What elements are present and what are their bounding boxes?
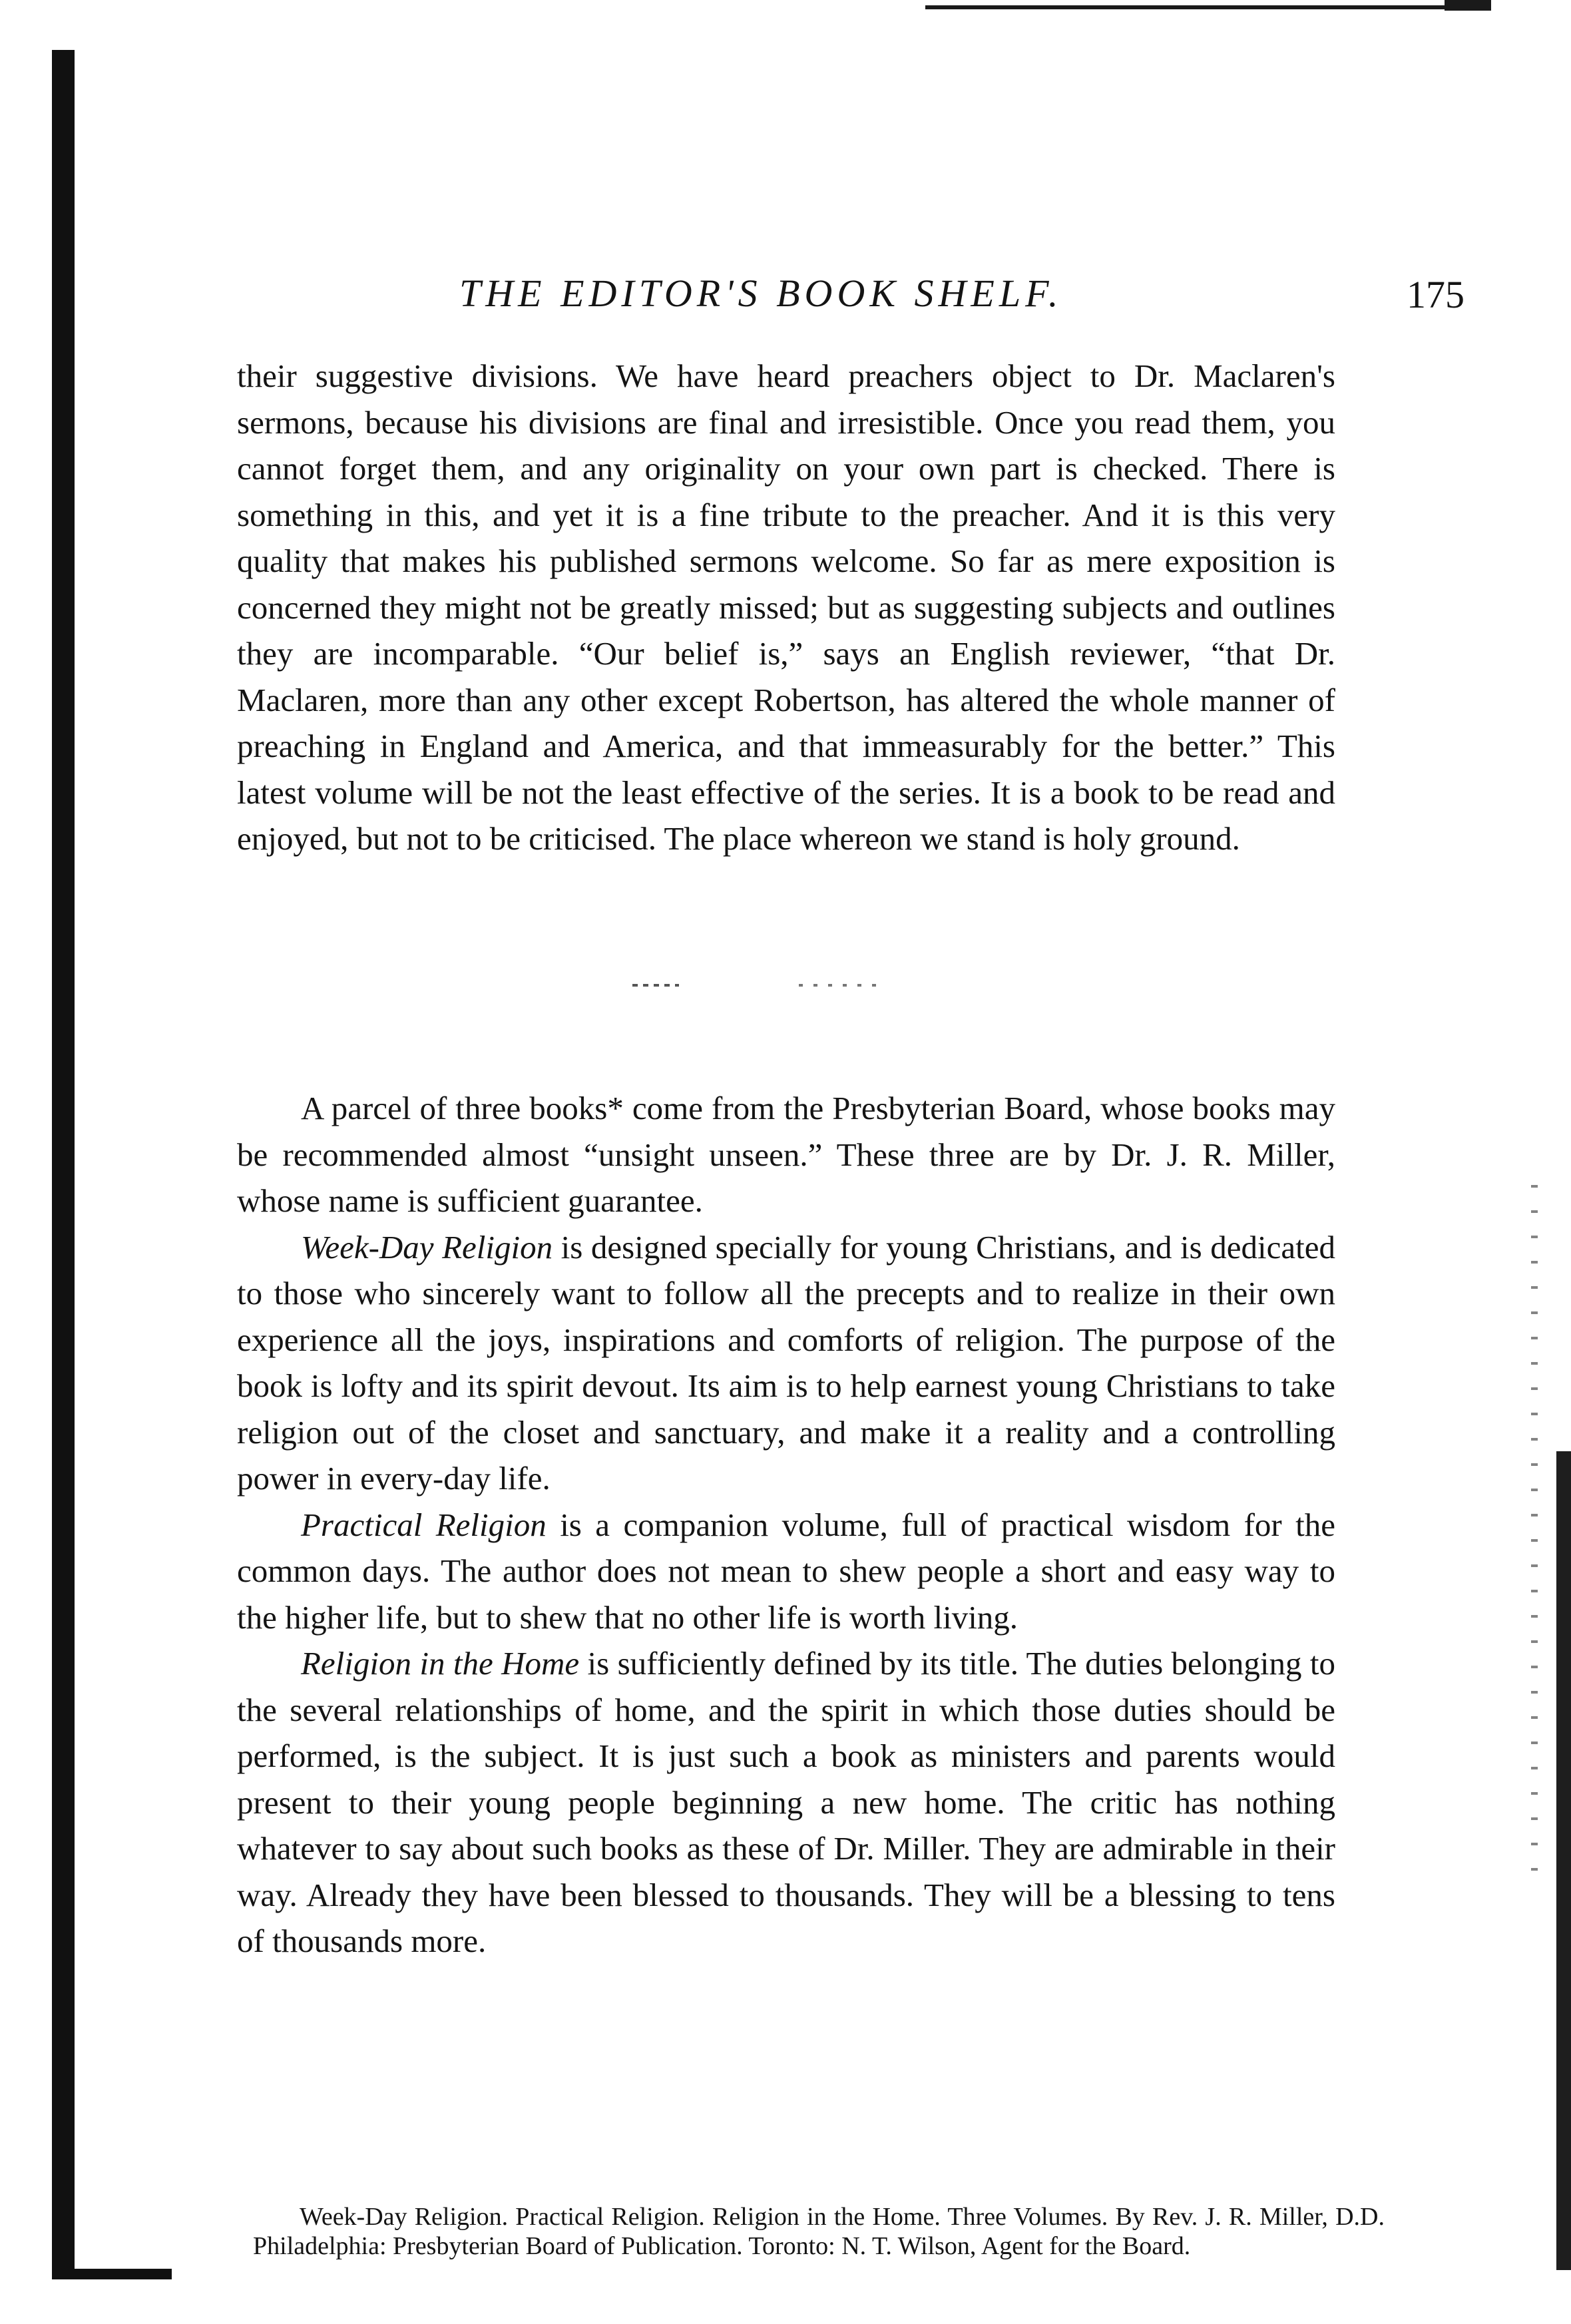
- review-practical: [237, 1502, 1335, 1641]
- scan-page-edge: [1556, 1451, 1571, 2270]
- review-home: [237, 1640, 1335, 1965]
- review-miller-books: [237, 1085, 1335, 1965]
- scan-binding-edge: [52, 50, 75, 2277]
- review-home-text: is sufficiently defined by its title. The duties belonging to the several relationships of home, and the spirit in which those duties should be performed, is the subject. It is just such a book as ministers and parents would present to their young people beginning a new home. The critic has nothing whatever to say about such books as these of Dr. Miller. They are admirable in their way. Already they have been blessed to thousands. They will be a blessing to tens of thousands more.: [237, 1645, 1335, 1959]
- section-separator-left: [632, 984, 679, 987]
- scan-top-rule: [925, 5, 1491, 9]
- review-maclaren: [237, 353, 1335, 862]
- review-practical-text: is a companion volume, full of practical wisdom for the common days. The author does not mean to shew people a short and easy way to the higher life, but to shew that no other life is worth living.: [237, 1506, 1336, 1636]
- running-title: THE EDITOR'S BOOK SHELF.: [459, 272, 1063, 315]
- page-number: 175: [1407, 273, 1464, 316]
- scan-edge-specks: [1531, 1185, 1538, 1884]
- review-weekday: [237, 1224, 1335, 1502]
- running-header: [240, 270, 1464, 330]
- book-title-practical: Practical Religion: [301, 1506, 547, 1543]
- book-title-home: Religion in the Home: [301, 1645, 580, 1682]
- review-maclaren-text: their suggestive divisions. We have heard preachers object to Dr. Maclaren's sermons, because his divisions are final and irresistible. Once you read them, you cannot forget them, and any originality on your own part is checked. There is something in this, and yet it is a fine tribute to the preacher. And it is this very quality that makes his published sermons welcome. So far as mere exposition is concerned they might not be greatly missed; but as suggesting subjects and outlines they are incomparable. “Our belief is,” says an English reviewer, “that Dr. Maclaren, more than any other except Robertson, has altered the whole manner of preaching in England and America, and that immeasurably for the better.” This latest volume will be not the least effective of the series. It is a book to be read and enjoyed, but not to be criticised. The place whereon we stand is holy ground.: [237, 357, 1335, 857]
- section-separator-right: [799, 984, 885, 987]
- scan-top-rule-end: [1445, 0, 1491, 11]
- footnote: Week-Day Religion. Practical Religion. Religion in the Home. Three Volumes. By Rev. J. R. Miller, D.D. Philadelphia: Presbyterian Board of Publication. Toronto: N. T. Wilson, Agent for the Board.: [253, 2203, 1385, 2260]
- book-title-weekday: Week-Day Religion: [301, 1228, 553, 1266]
- scan-binding-foot: [52, 2269, 172, 2279]
- review-weekday-text: is designed specially for young Christians, and is dedicated to those who sincerely want to follow all the precepts and to realize in their own experience all the joys, inspirations and comforts of religion. The purpose of the book is lofty and its spirit devout. Its aim is to help earnest young Christians to take religion out of the closet and sanctuary, and make it a reality and a controlling power in every-day life.: [237, 1228, 1335, 1497]
- review-intro: A parcel of three books* come from the Presbyterian Board, whose books may be recommended almost “unsight unseen.” These three are by Dr. J. R. Miller, whose name is sufficient guarantee.: [237, 1090, 1335, 1219]
